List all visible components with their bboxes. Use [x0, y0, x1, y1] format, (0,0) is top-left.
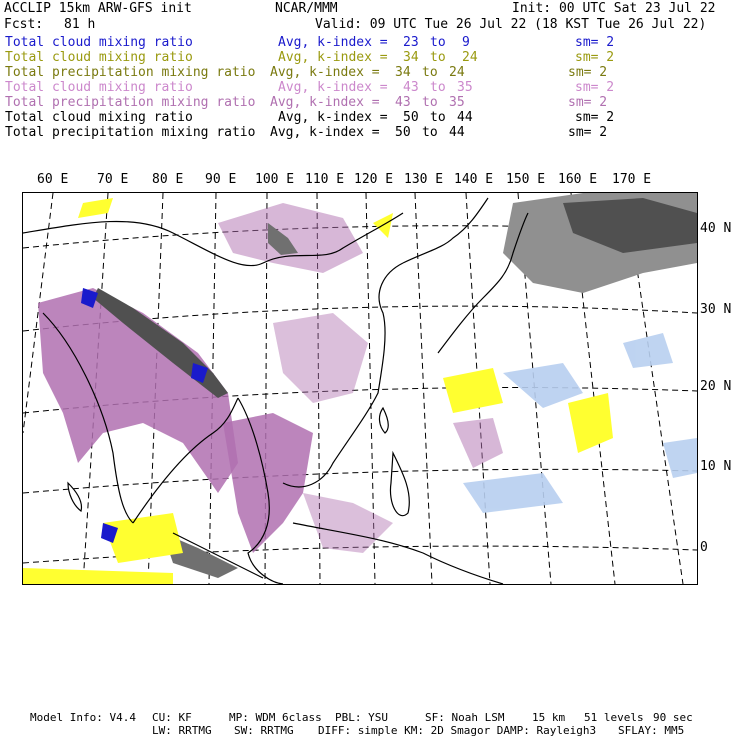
field-name: Total cloud mixing ratio [5, 35, 193, 50]
footer-pbl: PBL: YSU [335, 711, 388, 724]
cloud-field-purple [38, 203, 503, 553]
field-to-word: to [430, 110, 446, 125]
field-to-word: to [430, 50, 446, 65]
map-canvas [23, 193, 697, 584]
lon-label-120e: 120 E [354, 172, 394, 187]
field-sm: sm= 2 [568, 95, 608, 110]
lat-label-30n: 30 N [700, 302, 732, 317]
field-name: Total cloud mixing ratio [5, 110, 193, 125]
field-from: 43 [403, 80, 419, 95]
field-name: Total precipitation mixing ratio [5, 65, 256, 80]
field-from: 50 [395, 125, 411, 140]
field-avg: Avg, k-index = [278, 110, 388, 125]
lon-label-110e: 110 E [305, 172, 345, 187]
field-avg: Avg, k-index = [270, 65, 380, 80]
field-row [0, 96, 740, 111]
lon-label-100e: 100 E [255, 172, 295, 187]
footer-sf: SF: Noah LSM [425, 711, 505, 724]
philippines-coast [390, 453, 409, 516]
field-name: Total precipitation mixing ratio [5, 95, 256, 110]
fcst-value: 81 h [64, 17, 96, 32]
sri-lanka-coast [68, 483, 81, 511]
field-avg: Avg, k-index = [278, 50, 388, 65]
lon-label-80e: 80 E [152, 172, 184, 187]
field-to: 24 [462, 50, 478, 65]
footer-model: Model Info: V4.4 [30, 711, 136, 724]
field-to-word: to [430, 80, 446, 95]
footer-lw: LW: RRTMG [152, 724, 212, 737]
lon-label-140e: 140 E [454, 172, 494, 187]
footer-resolution: 15 km [532, 711, 566, 724]
field-from: 23 [403, 35, 419, 50]
lon-label-90e: 90 E [205, 172, 237, 187]
lon-label-160e: 160 E [558, 172, 598, 187]
field-name: Total cloud mixing ratio [5, 80, 193, 95]
map-panel [22, 192, 698, 585]
field-row [0, 51, 740, 66]
init-time: Init: 00 UTC Sat 23 Jul 22 [512, 1, 716, 16]
valid-time: Valid: 09 UTC Tue 26 Jul 22 (18 KST Tue 26 Jul 22) [315, 17, 707, 32]
field-name: Total cloud mixing ratio [5, 50, 193, 65]
field-sm: sm= 2 [575, 110, 615, 125]
field-sm: sm= 2 [568, 125, 608, 140]
taiwan-coast [379, 408, 388, 433]
center-label: NCAR/MMM [275, 1, 338, 16]
field-from: 34 [395, 65, 411, 80]
footer-diff: DIFF: simple KM: 2D Smagor DAMP: Rayleigh3 [318, 724, 597, 737]
field-row [0, 66, 740, 81]
field-to-word: to [422, 65, 438, 80]
footer-cu: CU: KF [152, 711, 192, 724]
map-title: ACCLIP 15km ARW-GFS init [4, 1, 192, 16]
field-avg: Avg, k-index = [278, 35, 388, 50]
lat-label-40n: 40 N [700, 221, 732, 236]
field-avg: Avg, k-index = [270, 125, 380, 140]
field-to-word: to [430, 35, 446, 50]
field-to: 44 [457, 110, 473, 125]
lon-label-170e: 170 E [612, 172, 652, 187]
field-to: 35 [457, 80, 473, 95]
field-to: 44 [449, 125, 465, 140]
lat-label-20n: 20 N [700, 379, 732, 394]
field-row [0, 126, 740, 141]
field-sm: sm= 2 [575, 80, 615, 95]
field-sm: sm= 2 [568, 65, 608, 80]
field-to: 24 [449, 65, 465, 80]
field-from: 34 [403, 50, 419, 65]
footer-sw: SW: RRTMG [234, 724, 294, 737]
field-row [0, 81, 740, 96]
field-from: 43 [395, 95, 411, 110]
footer-levels: 51 levels [584, 711, 644, 724]
field-name: Total precipitation mixing ratio [5, 125, 256, 140]
footer-sflay: SFLAY: MM5 [618, 724, 685, 737]
field-sm: sm= 2 [575, 50, 615, 65]
footer-mp: MP: WDM 6class [229, 711, 322, 724]
lat-label-10n: 10 N [700, 459, 732, 474]
field-from: 50 [403, 110, 419, 125]
field-avg: Avg, k-index = [278, 80, 388, 95]
lat-line-10n [23, 469, 697, 493]
lon-label-130e: 130 E [404, 172, 444, 187]
lat-label-0: 0 [700, 540, 708, 555]
lon-label-60e: 60 E [37, 172, 69, 187]
field-sm: sm= 2 [575, 35, 615, 50]
field-to-word: to [422, 125, 438, 140]
fcst-label: Fcst: [4, 17, 44, 32]
footer-timestep: 90 sec [653, 711, 693, 724]
field-to: 35 [449, 95, 465, 110]
lon-label-70e: 70 E [97, 172, 129, 187]
lon-label-150e: 150 E [506, 172, 546, 187]
field-row [0, 111, 740, 126]
field-to-word: to [422, 95, 438, 110]
field-row [0, 36, 740, 51]
field-avg: Avg, k-index = [270, 95, 380, 110]
field-to: 9 [462, 35, 470, 50]
